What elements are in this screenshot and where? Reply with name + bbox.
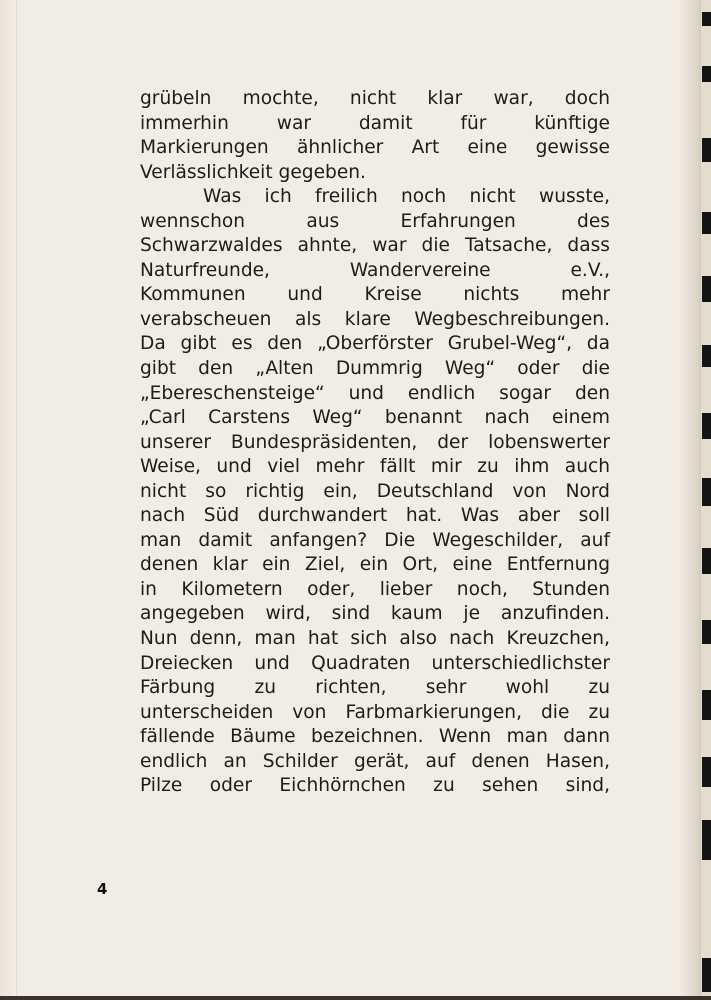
text-line: unserer Bundespräsidenten, der lobenswerter: [140, 431, 610, 453]
text-line: Schwarzwaldes ahnte, war die Tatsache, dass: [140, 235, 610, 257]
text-line: Da gibt es den „Oberförster Grubel-Weg“, da: [140, 333, 610, 355]
page-left-edge: [0, 0, 17, 1000]
text-line: Dreiecken und Quadraten unterschiedlichster: [140, 652, 610, 674]
text-line: grübeln mochte, nicht klar war, doch: [140, 88, 610, 109]
text-line: Pilze oder Eichhörnchen zu sehen sind,: [140, 775, 610, 797]
text-line: nicht so richtig ein, Deutschland von Nord: [140, 480, 610, 502]
page-number: 4: [97, 880, 108, 898]
text-line: endlich an Schilder gerät, auf denen Hasen,: [140, 750, 610, 772]
text-line: wennschon aus Erfahrungen des: [140, 210, 610, 232]
text-line: fällende Bäume bezeichnen. Wenn man dann: [140, 726, 610, 748]
text-line: verabscheuen als klare Wegbeschreibungen.: [140, 308, 610, 330]
text-line: unterscheiden von Farbmarkierungen, die zu: [140, 701, 610, 723]
spiral-binding: [701, 0, 711, 1000]
binding-tick: [702, 66, 711, 82]
text-line: nach Süd durchwandert hat. Was aber soll: [140, 505, 610, 527]
body-text: [140, 87, 610, 799]
binding-tick: [702, 548, 711, 574]
text-line: Verlässlichkeit gegeben.: [140, 161, 366, 183]
text-line: Nun denn, man hat sich also nach Kreuzchen,: [140, 628, 610, 650]
text-line: angegeben wird, sind kaum je anzufinden.: [140, 603, 610, 625]
binding-tick: [702, 958, 711, 992]
text-line: Markierungen ähnlicher Art eine gewisse: [140, 137, 610, 159]
binding-tick: [702, 820, 711, 860]
text-line: in Kilometern oder, lieber noch, Stunden: [140, 578, 610, 600]
text-line: immerhin war damit für künftige: [140, 112, 610, 134]
binding-tick: [702, 138, 711, 162]
text-line: gibt den „Alten Dummrig Weg“ oder die: [140, 358, 610, 380]
binding-tick: [702, 690, 711, 720]
text-line: Kommunen und Kreise nichts mehr: [140, 284, 610, 306]
binding-tick: [702, 12, 711, 26]
binding-tick: [702, 345, 711, 367]
text-line: denen klar ein Ziel, ein Ort, eine Entfernung: [140, 554, 610, 576]
text-line: „Ebereschensteige“ und endlich sogar den: [140, 382, 610, 404]
binding-tick: [702, 620, 711, 644]
binding-tick: [702, 478, 711, 506]
binding-tick: [702, 212, 711, 234]
text-line: „Carl Carstens Weg“ benannt nach einem: [140, 407, 610, 429]
text-line: man damit anfangen? Die Wegeschilder, auf: [140, 529, 610, 551]
binding-tick: [702, 276, 711, 302]
page-bottom-edge: [0, 996, 711, 1000]
text-line: Was ich freilich noch nicht wusste,: [203, 186, 610, 208]
binding-tick: [702, 757, 711, 787]
text-line: Naturfreunde, Wandervereine e.V.,: [140, 259, 610, 281]
text-line: Färbung zu richten, sehr wohl zu: [140, 677, 610, 699]
text-line: Weise, und viel mehr fällt mir zu ihm auch: [140, 456, 610, 478]
binding-tick: [702, 413, 711, 439]
